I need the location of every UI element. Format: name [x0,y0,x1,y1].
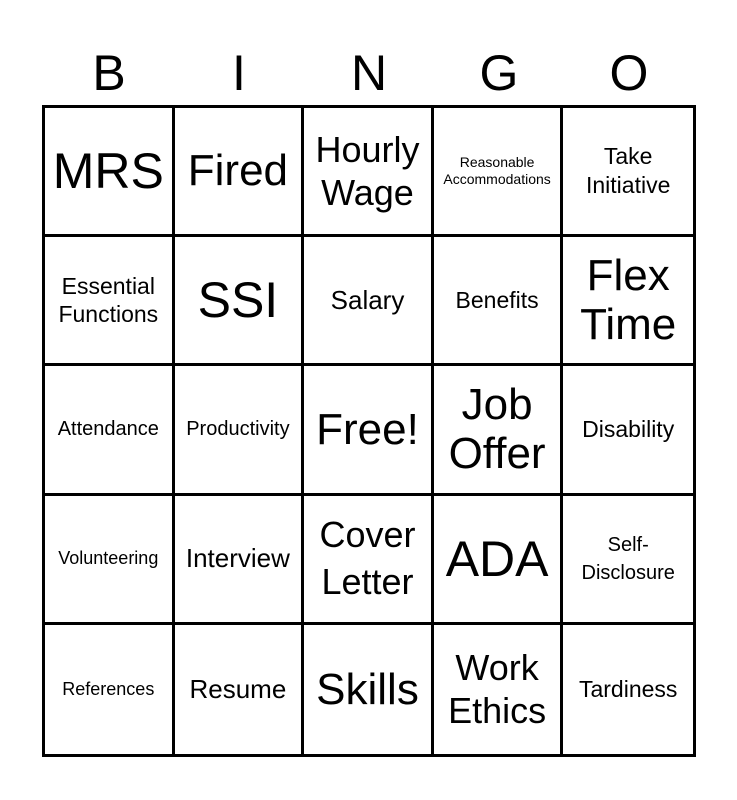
cell-label: Hourly Wage [315,128,420,214]
bingo-board [42,105,696,757]
bingo-cell [434,496,564,625]
cell-label: MRS [52,143,164,200]
header-letter-o: O [609,45,649,101]
cell-label: Reasonable Accommodations [443,153,551,188]
header-letter-i: I [232,45,246,101]
bingo-cell [45,625,175,754]
bingo-cell [45,108,175,237]
header-letter-n: N [350,45,388,101]
cell-label: Job Offer [448,380,546,479]
cell-label: Disability [582,416,675,443]
cell-label: Tardiness [578,676,678,703]
free-space-label: Free! [316,404,419,454]
bingo-cell [434,108,564,237]
bingo-cell [304,625,434,754]
cell-label: Salary [330,284,405,315]
bingo-cell [563,625,693,754]
cell-label: Work Ethics [448,647,547,732]
cell-label: References [62,678,155,699]
header-letter-b: B [92,45,126,101]
bingo-cell [563,237,693,366]
cell-label: Benefits [455,286,539,313]
cell-label: Attendance [57,418,159,441]
header-letter-g: G [479,45,519,101]
cell-label: ADA [445,530,549,587]
bingo-cell [304,237,434,366]
bingo-cell [304,108,434,237]
bingo-cell [304,496,434,625]
bingo-cell [175,237,305,366]
cell-label: Interview [185,543,290,574]
bingo-cell [175,366,305,495]
bingo-cell [563,496,693,625]
bingo-cell [563,366,693,495]
bingo-cell [563,108,693,237]
cell-label: Essential Functions [58,272,159,328]
cell-label: Take Initiative [586,143,671,199]
bingo-cell [175,108,305,237]
free-space-cell [304,366,434,495]
bingo-cell [175,496,305,625]
cell-label: Resume [189,673,287,704]
cell-label: Flex Time [580,251,677,350]
bingo-cell [175,625,305,754]
bingo-cell [45,237,175,366]
bingo-header [44,40,694,106]
bingo-cell [434,625,564,754]
cell-label: Skills [316,664,419,714]
cell-label: SSI [197,272,279,329]
cell-label: Volunteering [58,548,159,569]
cell-label: Productivity [186,418,290,441]
bingo-cell [45,366,175,495]
cell-label: Self-Disclosure [581,533,675,584]
cell-label: Fired [187,146,289,196]
bingo-cell [434,237,564,366]
bingo-cell [434,366,564,495]
cell-label: Cover Letter [319,513,416,602]
bingo-cell [45,496,175,625]
